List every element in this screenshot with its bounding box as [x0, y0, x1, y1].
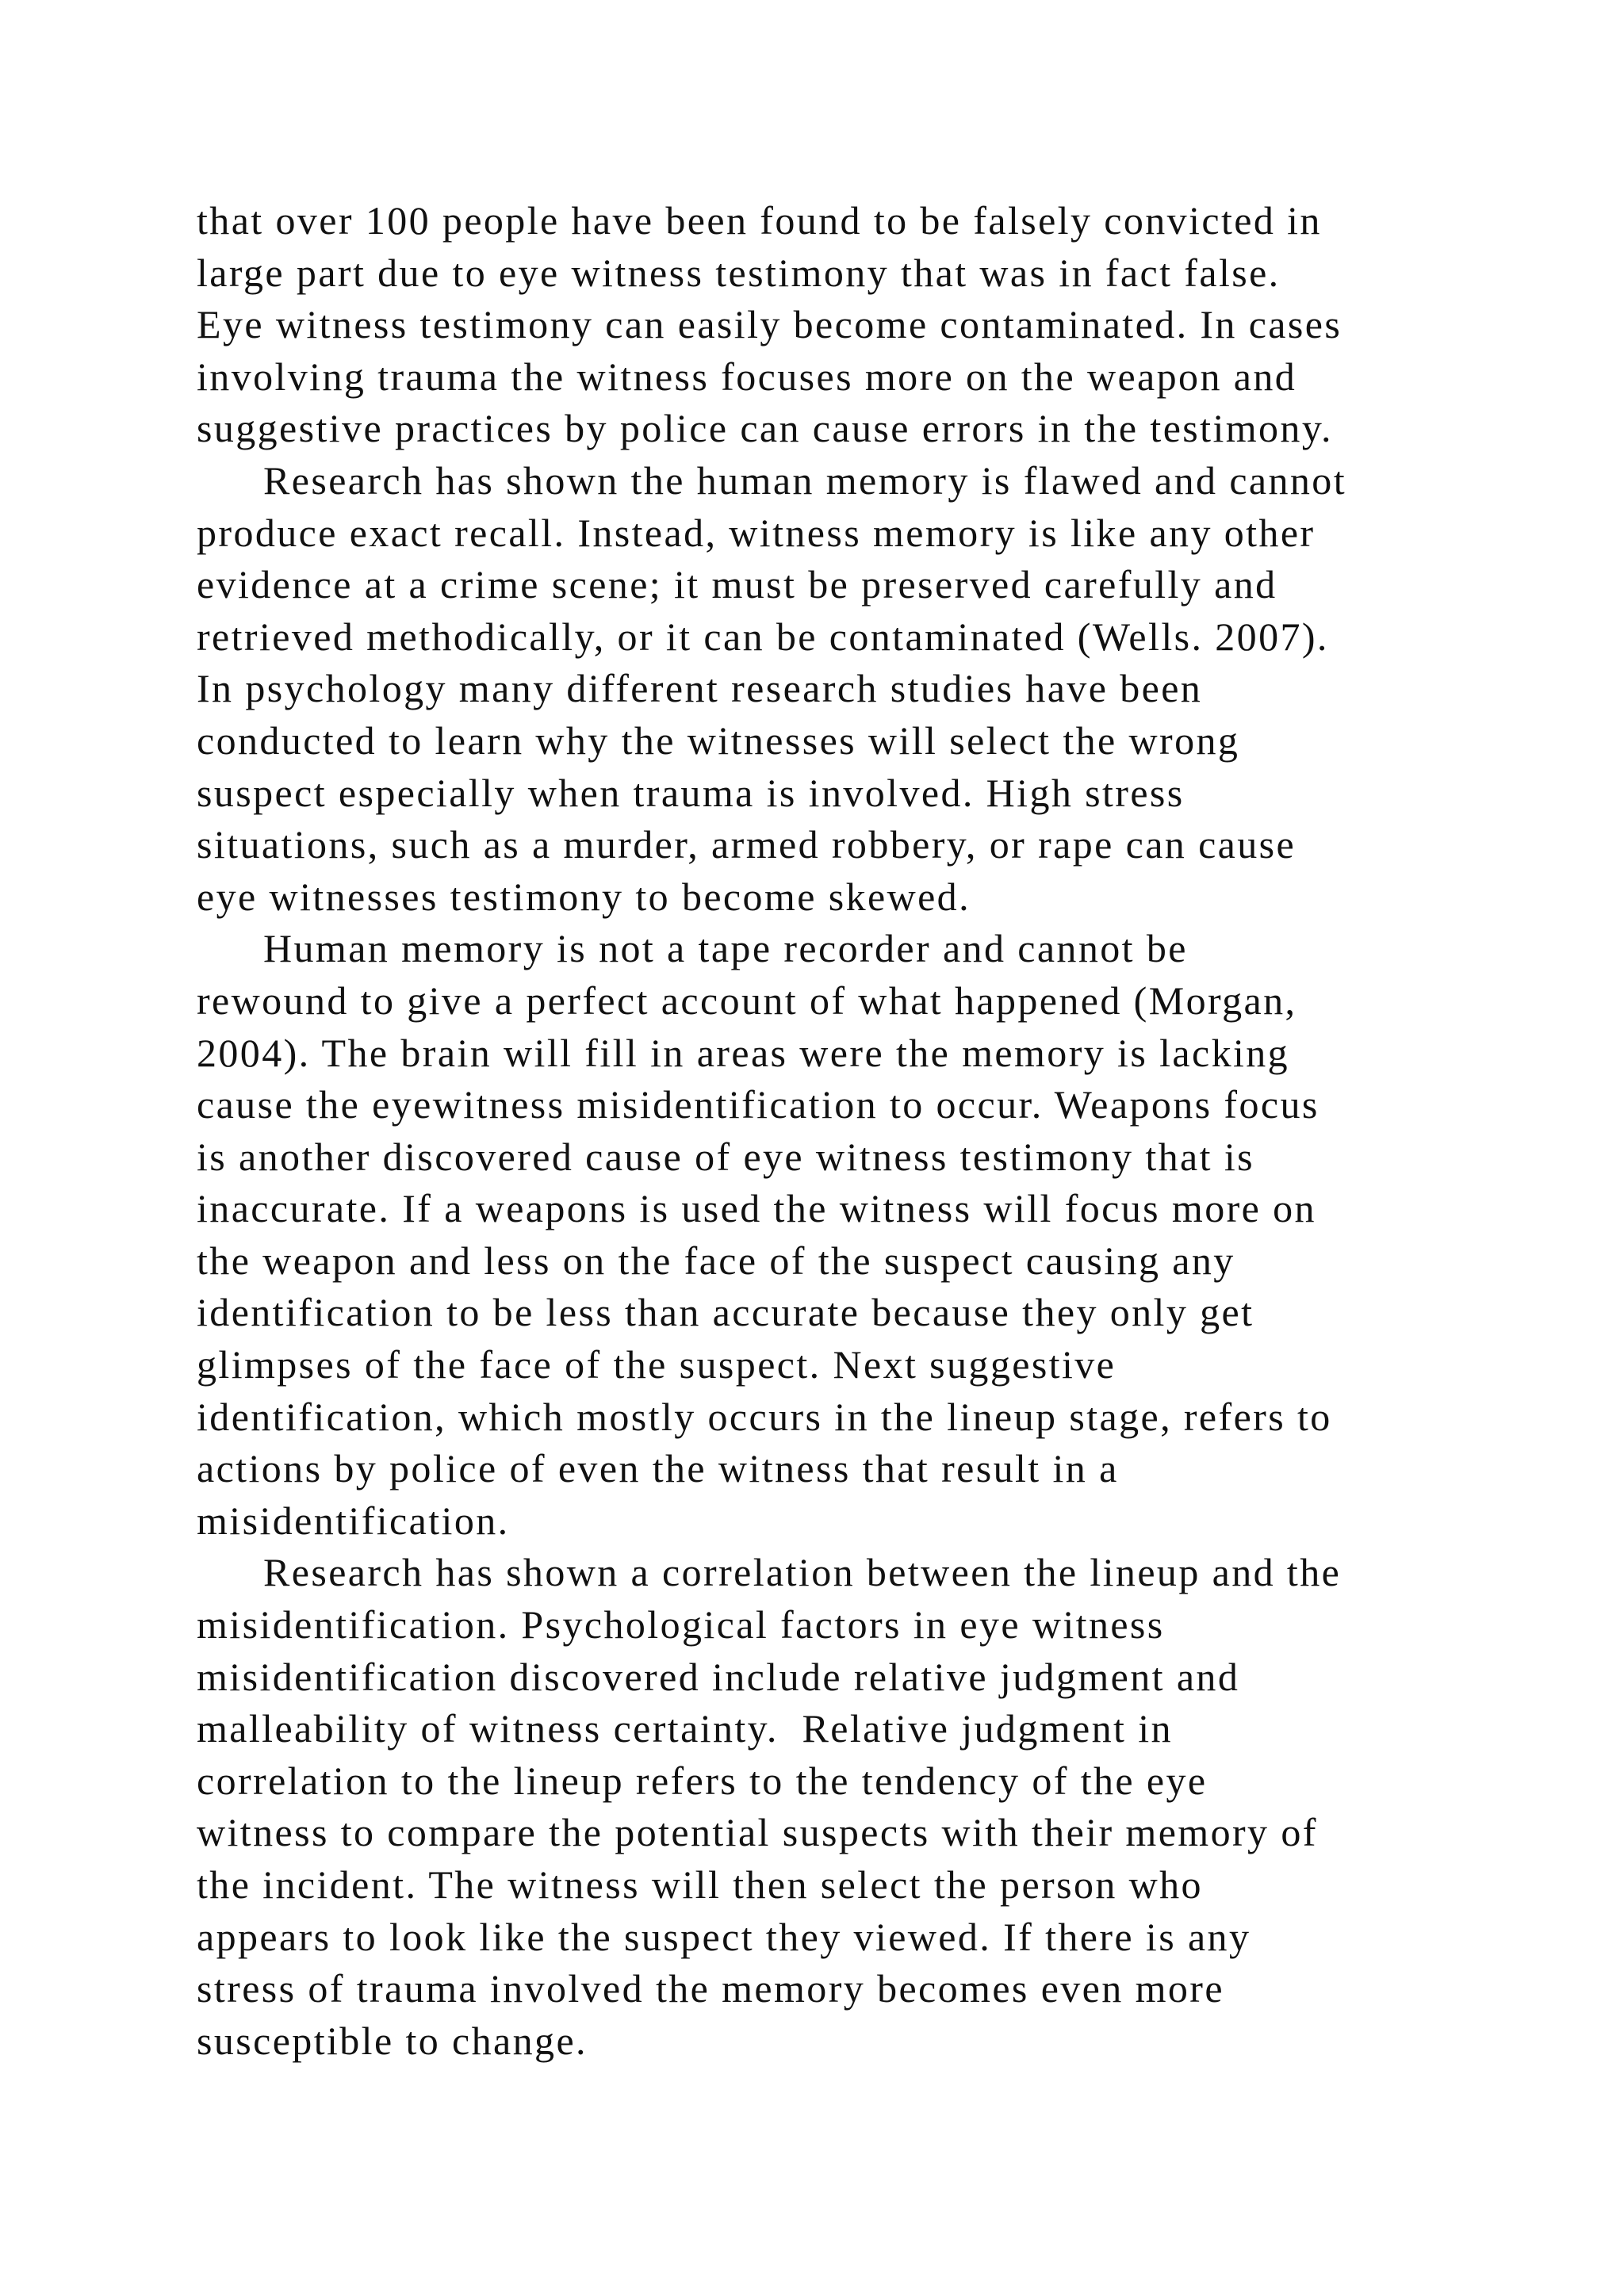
paragraph-first-line: Research has shown a correlation between the lineup and the: [263, 1550, 1342, 1595]
text-line: cause the eyewitness misidentification to occur. Weapons focus: [197, 1082, 1320, 1127]
text-line: inaccurate. If a weapons is used the witness will focus more on: [197, 1186, 1316, 1231]
text-line: large part due to eye witness testimony that was in fact false.: [197, 250, 1281, 295]
text-line: actions by police of even the witness that result in a: [197, 1446, 1119, 1491]
body-text: [197, 195, 1465, 2067]
text-line: evidence at a crime scene; it must be preserved carefully and: [197, 562, 1277, 607]
text-line: witness to compare the potential suspects with their memory of: [197, 1810, 1318, 1855]
text-line: In psychology many different research studies have been: [197, 666, 1203, 711]
text-line: misidentification.: [197, 1498, 510, 1543]
text-line: susceptible to change.: [197, 2018, 588, 2063]
text-line: rewound to give a perfect account of what happened (Morgan,: [197, 978, 1297, 1023]
text-line: Eye witness testimony can easily become contaminated. In cases: [197, 302, 1342, 347]
text-line: correlation to the lineup refers to the tendency of the eye: [197, 1758, 1208, 1803]
text-line: conducted to learn why the witnesses will select the wrong: [197, 718, 1240, 763]
text-line: that over 100 people have been found to be falsely convicted in: [197, 198, 1322, 243]
text-line: malleability of witness certainty. Relative judgment in: [197, 1706, 1173, 1751]
text-line: situations, such as a murder, armed robbery, or rape can cause: [197, 822, 1297, 867]
text-line: produce exact recall. Instead, witness memory is like any other: [197, 510, 1316, 555]
text-line: is another discovered cause of eye witness testimony that is: [197, 1134, 1254, 1179]
text-line: appears to look like the suspect they viewed. If there is any: [197, 1914, 1251, 1959]
text-line: suggestive practices by police can cause errors in the testimony.: [197, 406, 1333, 451]
text-line: misidentification. Psychological factors in eye witness: [197, 1602, 1165, 1647]
text-line: the weapon and less on the face of the suspect causing any: [197, 1238, 1235, 1283]
text-line: misidentification discovered include relative judgment and: [197, 1654, 1240, 1699]
text-line: suspect especially when trauma is involved. High stress: [197, 770, 1185, 815]
paragraph-first-line: Human memory is not a tape recorder and cannot be: [263, 926, 1188, 971]
text-line: glimpses of the face of the suspect. Next suggestive: [197, 1342, 1116, 1387]
text-line: identification, which mostly occurs in the lineup stage, refers to: [197, 1394, 1332, 1439]
text-line: retrieved methodically, or it can be contaminated (Wells. 2007).: [197, 614, 1329, 659]
text-line: 2004). The brain will fill in areas were the memory is lacking: [197, 1030, 1290, 1075]
text-line: identification to be less than accurate because they only get: [197, 1290, 1254, 1335]
paragraph-first-line: Research has shown the human memory is flawed and cannot: [263, 457, 1346, 503]
text-line: stress of trauma involved the memory becomes even more: [197, 1966, 1224, 2011]
text-line: eye witnesses testimony to become skewed.: [197, 874, 971, 919]
text-line: involving trauma the witness focuses more on the weapon and: [197, 354, 1297, 399]
text-line: the incident. The witness will then select the person who: [197, 1862, 1203, 1907]
